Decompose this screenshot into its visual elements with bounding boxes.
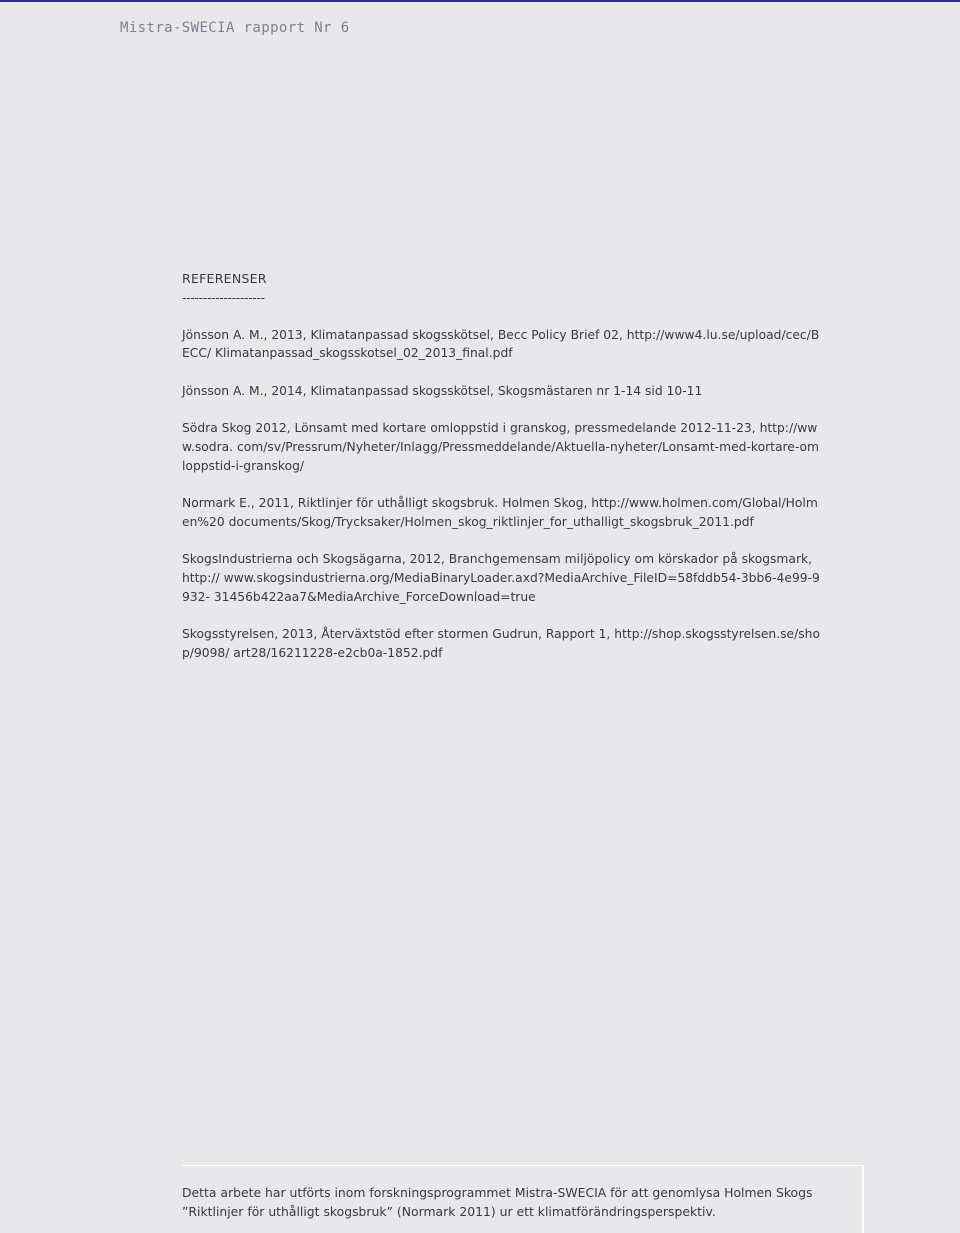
report-header: Mistra-SWECIA rapport Nr 6 — [120, 20, 350, 36]
reference-entry-jonsson-2014: Jönsson A. M., 2014, Klimatanpassad skogsskötsel, Skogsmästaren nr 1-14 sid 10-11 — [182, 383, 703, 398]
references-section — [182, 270, 822, 682]
reference-entry-sodra-2012: Södra Skog 2012, Lönsamt med kortare omloppstid i granskog, pressmedelande 2012-11-23, http://www.sodra. com/sv/Pressrum/Nyheter/Inlagg/Pressmeddelande/Aktuella-nyheter/Lonsamt-med-kortare-omloppstid-i-granskog/ — [182, 421, 820, 473]
reference-entry-normark-2011: Normark E., 2011, Riktlinjer för uthålligt skogsbruk. Holmen Skog, http://www.holmen.com/Global/Holmen%20 documents/Skog/Trycksaker/Holmen_skog_riktlinjer_for_uthalligt_skogsbruk_2011.pdf — [182, 496, 818, 529]
references-underline: -------------------- — [182, 290, 265, 305]
reference-entry-skogsstyrelsen-2013: Skogsstyrelsen, 2013, Återväxtstöd efter stormen Gudrun, Rapport 1, http://shop.skogsstyrelsen.se/shop/9098/ art28/16211228-e2cb0a-1852.pdf — [182, 627, 820, 661]
footer-note: Detta arbete har utförts inom forskningsprogrammet Mistra-SWECIA för att genomlysa Holmen Skogs ”Riktlinjer för uthålligt skogsbruk” (Normark 2011) ur ett klimatförändringsperspektiv. — [182, 1185, 813, 1219]
references-heading: REFERENSER — [182, 271, 267, 286]
reference-entry-jonsson-2013: Jönsson A. M., 2013, Klimatanpassad skogsskötsel, Becc Policy Brief 02, http://www4.lu.se/upload/cec/BECC/ Klimatanpassad_skogsskotsel_02_2013_final.pdf — [182, 327, 820, 361]
top-rule — [0, 0, 960, 2]
reference-entry-skogsindustrierna-2012: SkogsIndustrierna och Skogsägarna, 2012, Branchgemensam miljöpolicy om körskador på skogsmark, http:// www.skogsindustrierna.org/MediaBinaryLoader.axd?MediaArchive_FileID=58fddb54-3bb6-4e99-9932- 31456b422aa7&MediaArchive_ForceDownload=true — [182, 552, 820, 604]
